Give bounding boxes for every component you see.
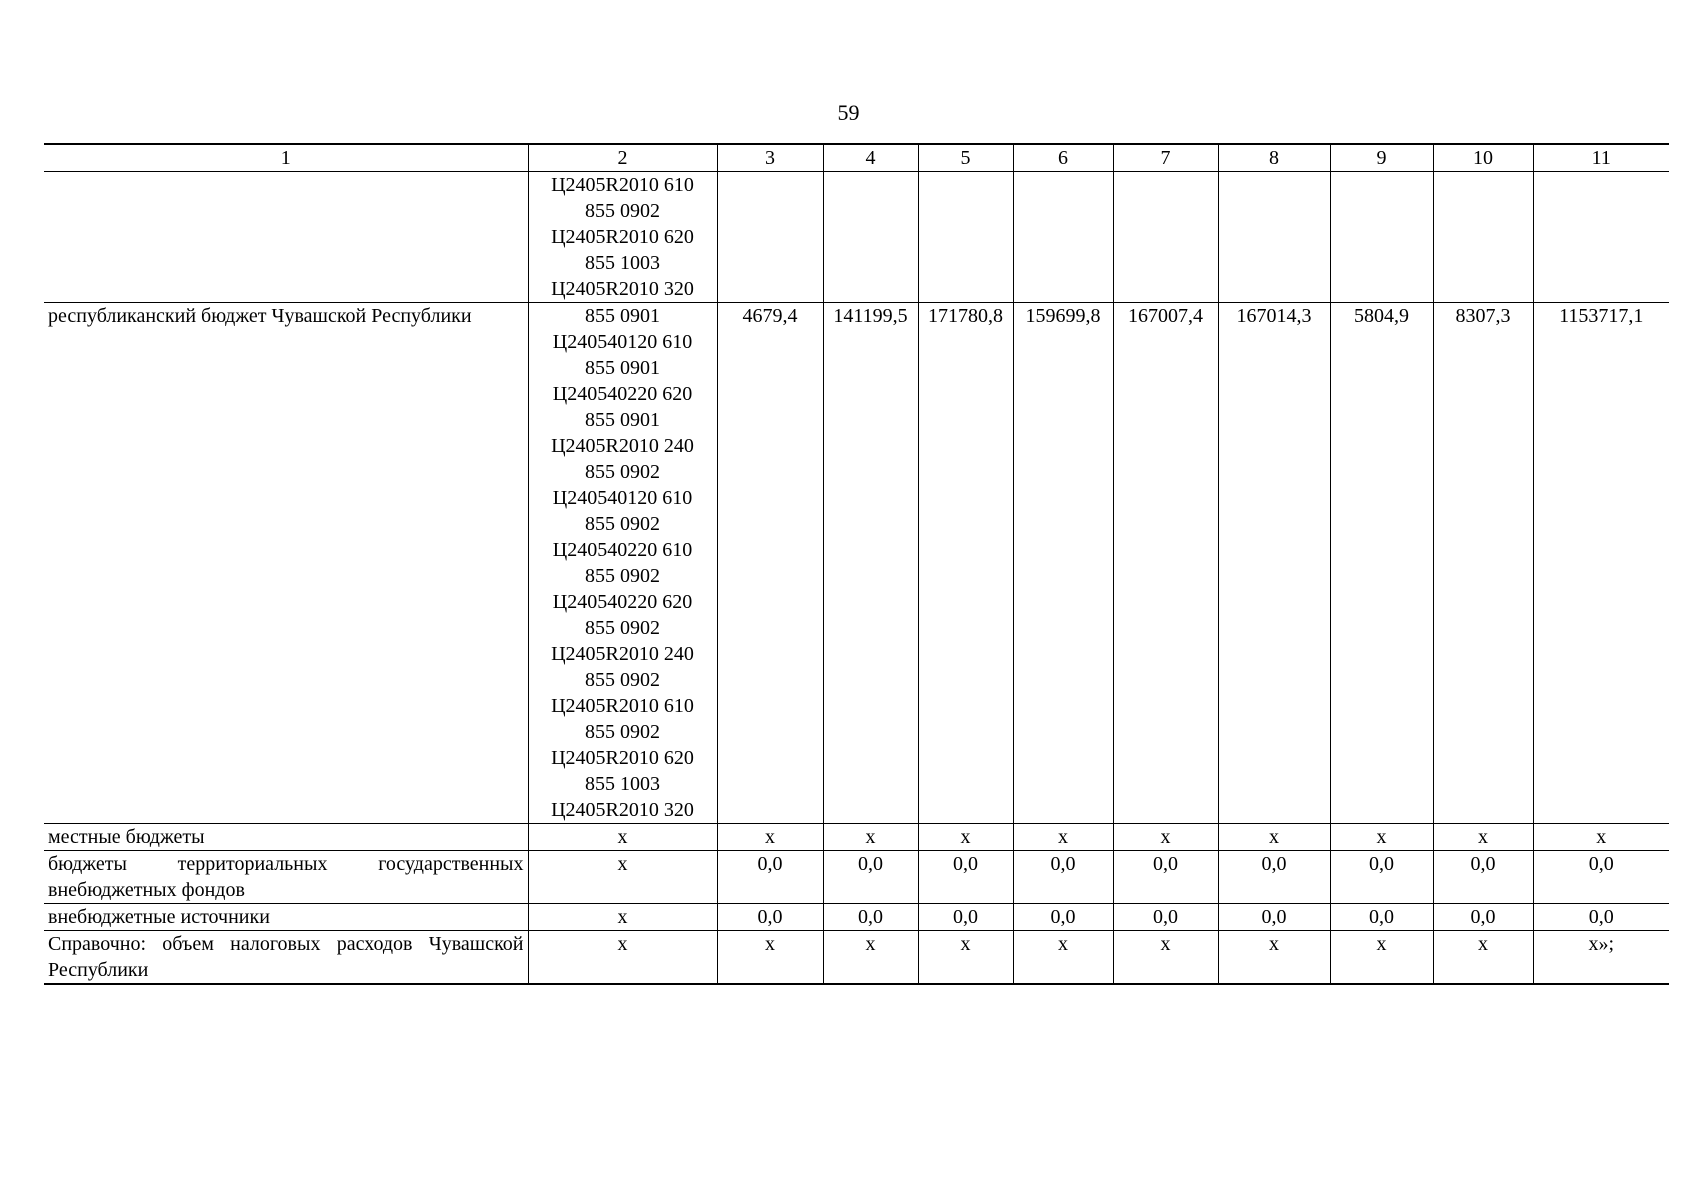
value-cell: 0,0 [1218,904,1330,931]
row-name: местные бюджеты [44,824,528,851]
value-cell: 0,0 [1330,851,1433,904]
budget-code: 855 0901 [585,357,660,379]
budget-code: Ц2405R2010 610 [551,695,694,717]
value-cell [1113,172,1218,303]
value-cell [1433,172,1533,303]
table-row [44,931,1669,985]
budget-code: Ц2405R2010 620 [551,226,694,248]
row-name: внебюджетные источники [44,904,528,931]
budget-code: х [617,933,628,955]
budget-codes [528,904,717,931]
value-cell: 1153717,1 [1533,303,1669,824]
value-cell: х [1218,931,1330,985]
value-cell: х [1533,824,1669,851]
row-name [44,172,528,303]
value-cell: 5804,9 [1330,303,1433,824]
column-number: 2 [528,144,717,172]
value-cell: х [1113,931,1218,985]
value-cell: 0,0 [1113,851,1218,904]
budget-code: 855 0902 [585,565,660,587]
value-cell [823,172,918,303]
value-cell: х [1113,824,1218,851]
column-number: 4 [823,144,918,172]
value-cell [1218,172,1330,303]
row-name: республиканский бюджет Чувашской Республики [44,303,528,824]
value-cell: 141199,5 [823,303,918,824]
budget-code: 855 0902 [585,721,660,743]
value-cell [717,172,823,303]
value-cell: 0,0 [918,851,1013,904]
table-row [44,172,1669,303]
value-cell: 0,0 [1218,851,1330,904]
budget-code: 855 0902 [585,669,660,691]
budget-code: 855 0902 [585,461,660,483]
value-cell: х [1330,824,1433,851]
column-number: 3 [717,144,823,172]
value-cell: 8307,3 [1433,303,1533,824]
value-cell: 0,0 [1013,851,1113,904]
value-cell: х [1433,824,1533,851]
budget-codes [528,931,717,985]
budget-code: Ц240540220 620 [552,591,693,613]
value-cell: 0,0 [1533,904,1669,931]
column-number: 9 [1330,144,1433,172]
value-cell: 0,0 [918,904,1013,931]
column-number: 10 [1433,144,1533,172]
value-cell: х»; [1533,931,1669,985]
budget-code: Ц2405R2010 620 [551,747,694,769]
budget-code: х [617,853,628,875]
budget-code: 855 0902 [585,513,660,535]
value-cell: х [1218,824,1330,851]
budget-codes [528,824,717,851]
budget-code: Ц240540120 610 [552,331,693,353]
value-cell [1013,172,1113,303]
budget-code: 855 0901 [585,305,660,327]
value-cell: 0,0 [717,851,823,904]
budget-code: х [617,826,628,848]
value-cell: 0,0 [1433,851,1533,904]
value-cell: х [717,824,823,851]
value-cell: 0,0 [823,904,918,931]
value-cell: 171780,8 [918,303,1013,824]
value-cell [1330,172,1433,303]
value-cell: х [717,931,823,985]
budget-code: х [617,906,628,928]
budget-codes [528,172,717,303]
value-cell: х [918,824,1013,851]
value-cell: х [1330,931,1433,985]
budget-code: 855 0902 [585,617,660,639]
budget-code: 855 0901 [585,409,660,431]
value-cell: 167007,4 [1113,303,1218,824]
budget-code: Ц2405R2010 320 [551,799,694,821]
value-cell: 0,0 [717,904,823,931]
value-cell: х [823,931,918,985]
value-cell: х [1433,931,1533,985]
column-number: 6 [1013,144,1113,172]
value-cell: х [1013,931,1113,985]
budget-code: 855 1003 [585,252,660,274]
budget-codes [528,303,717,824]
row-name: бюджеты территориальных государственных внебюджетных фондов [44,851,528,904]
budget-table [44,143,1669,985]
table-row [44,824,1669,851]
value-cell: 167014,3 [1218,303,1330,824]
value-cell: 0,0 [1113,904,1218,931]
column-number: 8 [1218,144,1330,172]
budget-code: Ц2405R2010 320 [551,278,694,300]
value-cell: х [1013,824,1113,851]
budget-code: Ц2405R2010 240 [551,435,694,457]
budget-code: Ц2405R2010 610 [551,174,694,196]
budget-codes [528,851,717,904]
value-cell: х [823,824,918,851]
value-cell: 0,0 [1330,904,1433,931]
table-row [44,904,1669,931]
budget-code: Ц240540220 620 [552,383,693,405]
column-number-row [44,144,1669,172]
column-number: 11 [1533,144,1669,172]
budget-code: Ц240540120 610 [552,487,693,509]
value-cell: 0,0 [1533,851,1669,904]
value-cell: 0,0 [1013,904,1113,931]
table-row [44,303,1669,824]
budget-code: Ц240540220 610 [552,539,693,561]
budget-code: 855 0902 [585,200,660,222]
value-cell [1533,172,1669,303]
budget-code: 855 1003 [585,773,660,795]
column-number: 5 [918,144,1013,172]
row-name: Справочно: объем налоговых расходов Чувашской Республики [44,931,528,985]
budget-code: Ц2405R2010 240 [551,643,694,665]
column-number: 1 [44,144,528,172]
column-number: 7 [1113,144,1218,172]
value-cell [918,172,1013,303]
table-row [44,851,1669,904]
value-cell: 0,0 [1433,904,1533,931]
value-cell: 0,0 [823,851,918,904]
value-cell: 159699,8 [1013,303,1113,824]
value-cell: х [918,931,1013,985]
value-cell: 4679,4 [717,303,823,824]
page-number: 59 [837,100,860,125]
